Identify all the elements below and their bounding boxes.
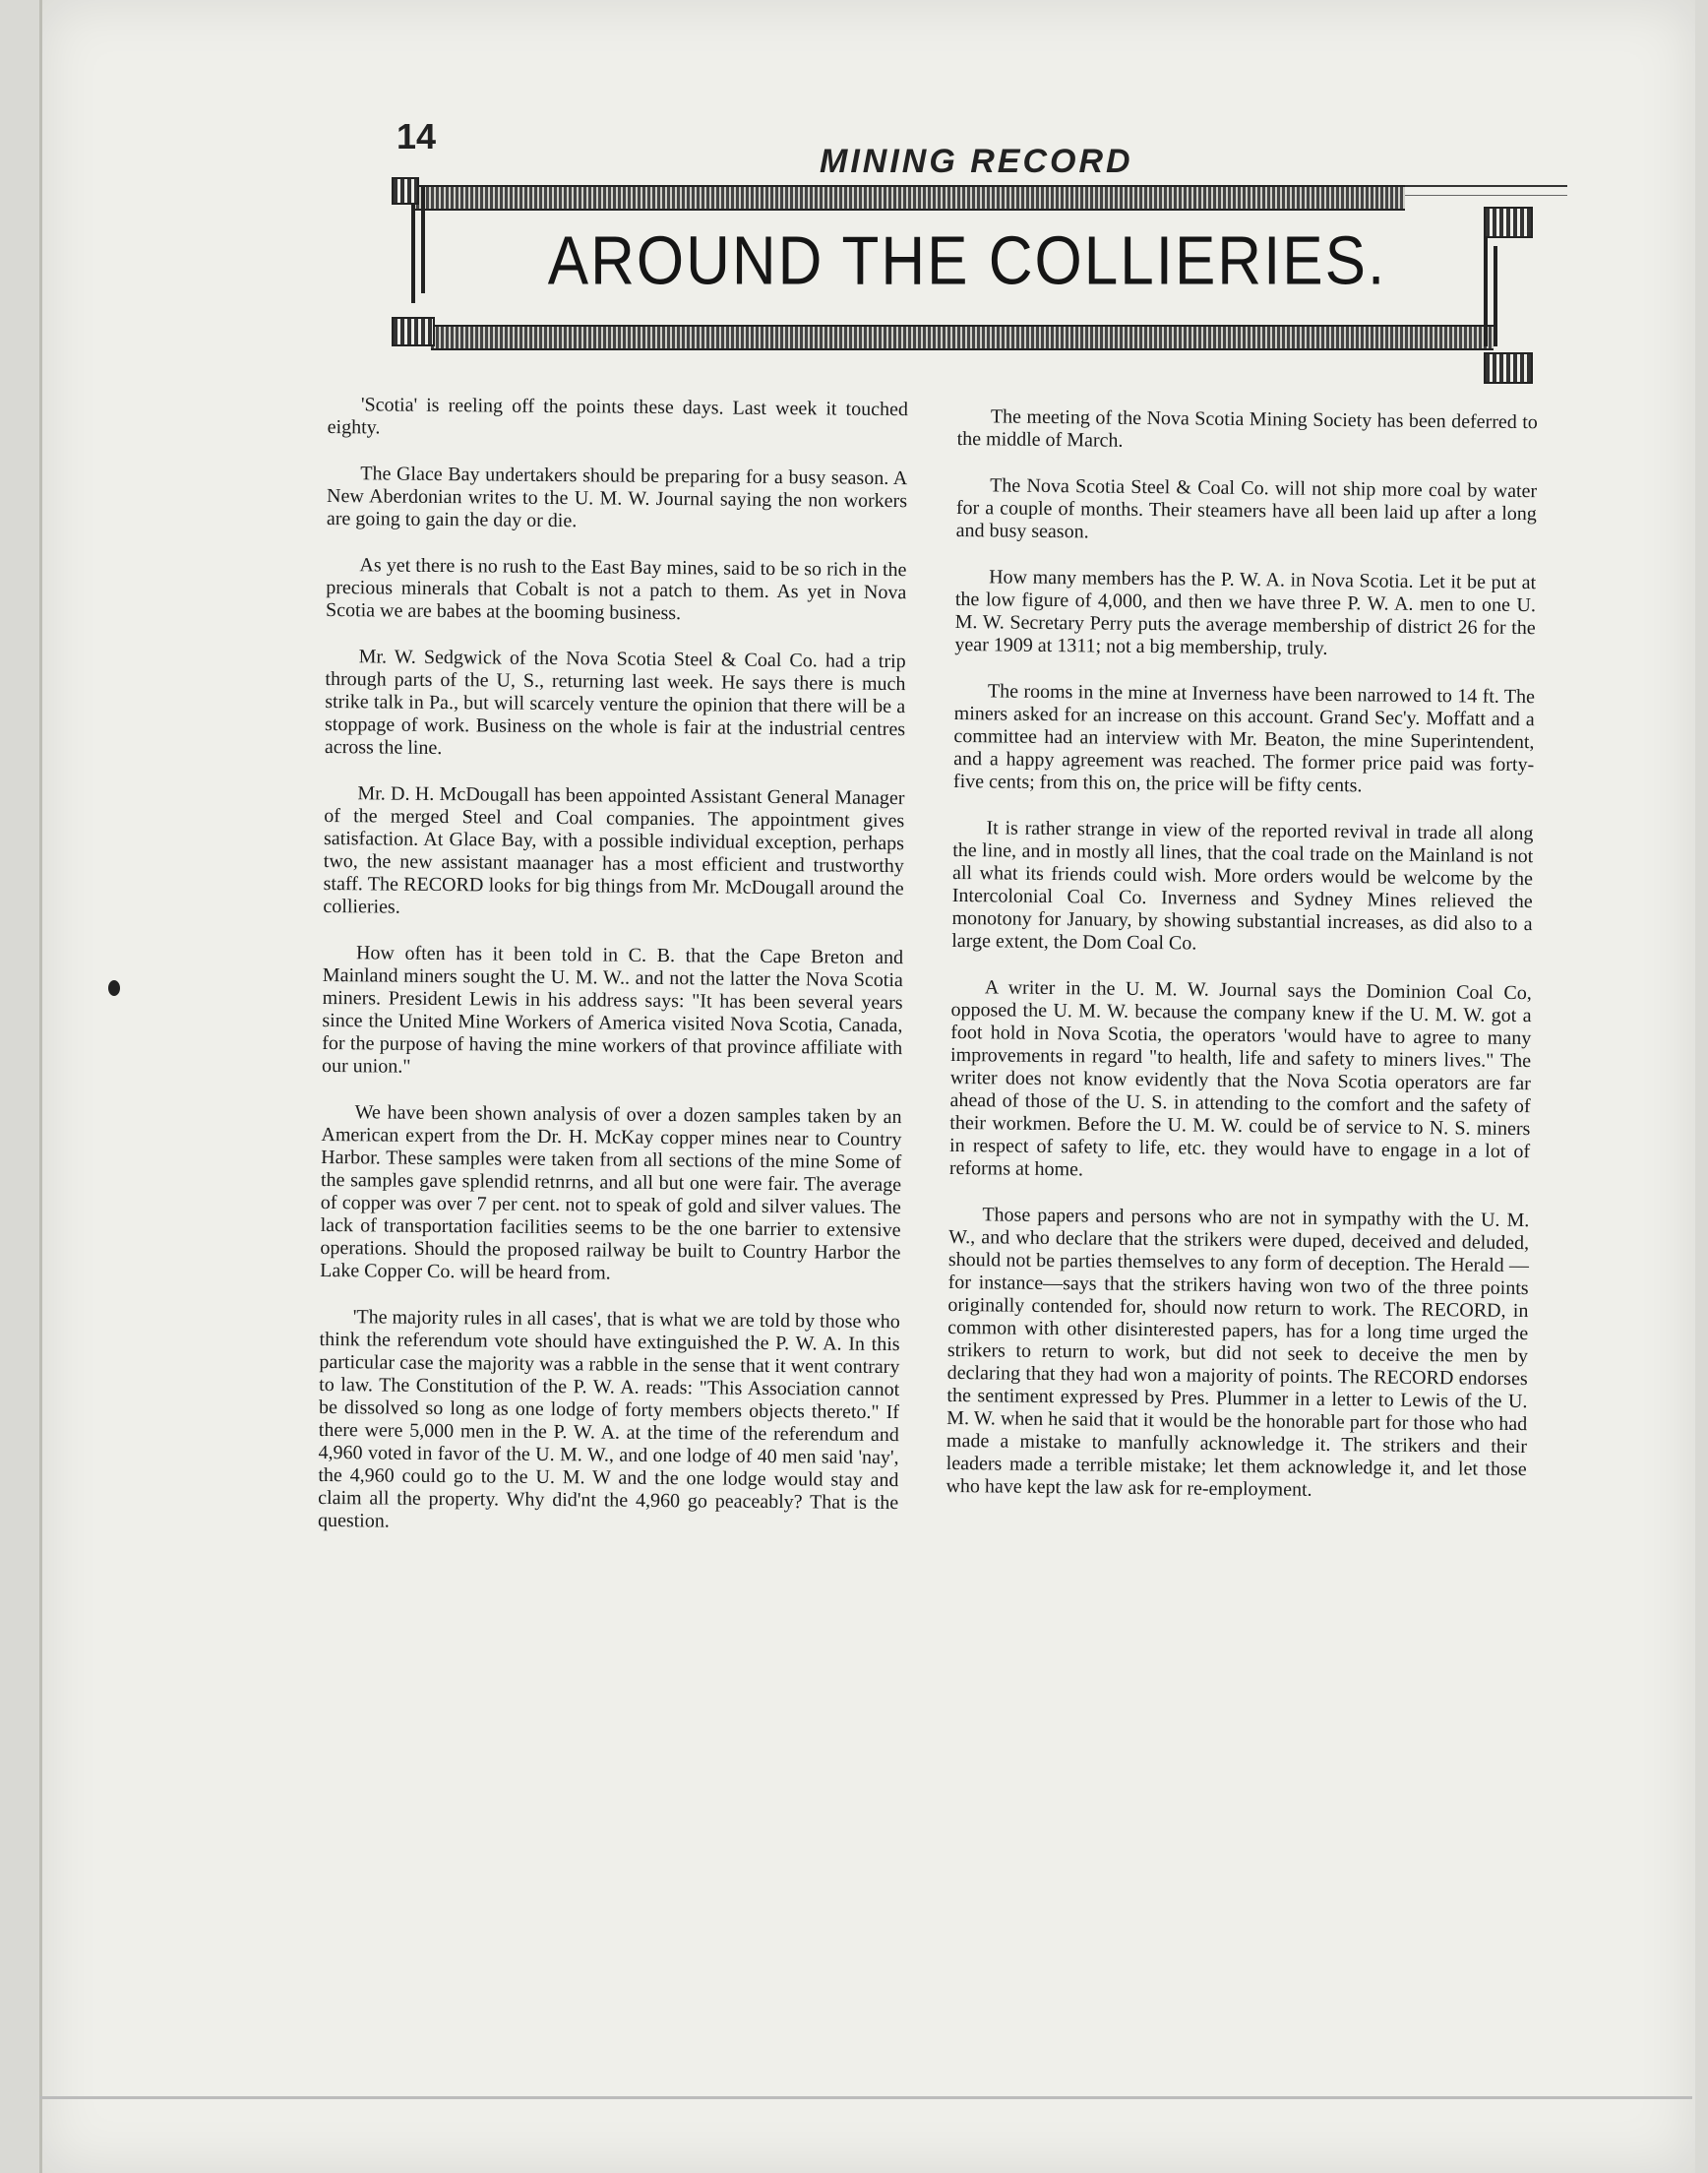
right-paragraph: The rooms in the mine at Inverness have been narrowed to 14 ft. The miners asked for an increase on this account. Grand Sec'y. Moffatt and a committee had an interview with Mr. Beaton, the mine Superintendent, and a happy agreement was reached. The former price paid was forty-five cents; from this on, the price will be fifty cents. <box>952 680 1536 797</box>
left-paragraph: The Glace Bay undertakers should be preparing for a busy season. A New Aberdonian writes to the U. M. W. Journal saying the non workers are going to gain the day or die. <box>326 463 908 532</box>
page-crease <box>39 2096 1692 2099</box>
right-paragraph: The Nova Scotia Steel & Coal Co. will not ship more coal by water for a couple of months. Their steamers have all been laid up after a long and busy season. <box>955 474 1538 543</box>
right-paragraph: A writer in the U. M. W. Journal says the Dominion Coal Co, opposed the U. M. W. because the company knew if the U. M. W. got a foot hold in Nova Scotia, the operators 'would have to agree to many improvements in regard "to health, life and safety to miners lives." The writer does not know evidently that the Nova Scotia operators are far ahead of those of the U. S. in attending to the comfort and the safety of their workmen. Before the U. M. W. could be of service to N. S. miners in respect of safety to life, etc. they would have to engage in a lot of reforms at home. <box>948 976 1532 1181</box>
left-column <box>318 394 908 1561</box>
left-paragraph: As yet there is no rush to the East Bay mines, said to be so rich in the precious minerals that Cobalt is not a patch to them. As yet in Nova Scotia we are babes at the booming business. <box>325 554 907 625</box>
right-column <box>946 405 1538 1527</box>
right-paragraph: It is rather strange in view of the reported revival in trade all along the line, and in mostly all lines, that the coal trade on the Mainland is not all what its friends could wish. More orders would be welcome by the Intercolonial Coal Co. Inverness and Sydney Mines relieved the monotony for January, by showing substantial increases, as did also to a large extent, the Dom Coal Co. <box>951 817 1534 955</box>
left-paragraph: How often has it been told in C. B. that the Cape Breton and Mainland miners sought the U. M. W.. and not the latter the Nova Scotia miners. President Lewis in his address says: "It has been several years since the United Mine Workers of America visited Nova Scotia, Canada, for the purpose of having the mine workers of that province affiliate with our union." <box>321 942 904 1078</box>
banner-top-bar <box>411 185 1405 211</box>
right-paragraph: The meeting of the Nova Scotia Mining Society has been deferred to the middle of March. <box>956 405 1538 452</box>
right-paragraph: Those papers and persons who are not in sympathy with the U. M. W., and who declare that the strikers were duped, deceived and deluded, should not be parties themselves to any form of deception. The Herald —for instance—says that the strikers having won two of the three points originally contended for, should now return to work. The RECORD, in common with other disinterested papers, has for a long time urged the strikers to return to work, but did not seek to deceive the men by declaring that they had won a majority of points. The RECORD endorses the sentiment expressed by Pres. Plummer in a letter to Lewis of the U. M. W. when he said that it would be the honorable part for those who had made a mistake to manfully acknowledge it. The strikers and their leaders made a terrible mistake; let them acknowledge it, and let those who have kept the law ask for re-employment. <box>946 1204 1530 1501</box>
banner-bottom-bar <box>431 325 1494 350</box>
magazine-page <box>39 0 1695 2173</box>
left-paragraph: 'The majority rules in all cases', that is what we are told by those who think the referendum vote should have extinguished the P. W. A. In this particular case the majority was a rabble in the sense that it went contrary to law. The Constitution of the P. W. A. reads: "This Association cannot be dissolved so long as one lodge of forty members objects thereto." If there were 5,000 men in the P. W. A. at the time of the referendum and 4,960 voted in favor of the U. M. W., and one lodge of 40 men said 'nay', the 4,960 could go to the U. M. W and the one lodge would stay and claim all the property. Why did'nt the 4,960 go peaceably? That is the question. <box>317 1306 900 1532</box>
running-head: MINING RECORD <box>820 143 1133 180</box>
banner-corner-bottom-left <box>392 317 435 346</box>
banner-corner-bottom-right <box>1484 352 1533 384</box>
left-paragraph: Mr. D. H. McDougall has been appointed Assistant General Manager of the merged Steel and Coal companies. The appointment gives satisfaction. At Glace Bay, with a possible individual exception, perhaps two, the new assistant maanager has a most efficient and trustworthy staff. The RECORD looks for big things from Mr. McDougall around the collieries. <box>323 782 905 918</box>
page-number: 14 <box>396 116 437 156</box>
title-banner <box>392 177 1543 394</box>
left-paragraph: We have been shown analysis of over a dozen samples taken by an American expert from the Dr. H. McKay copper mines near to Country Harbor. These samples were taken from all sections of the mine Some of the samples gave splendid retnrns, and all but one were fair. The average of copper was over 7 per cent. not to speak of gold and silver values. The lack of transportation facilities seems to be the one barrier to extensive operations. Should the proposed railway be built to Country Harbor the Lake Copper Co. will be heard from. <box>320 1101 902 1284</box>
left-paragraph: Mr. W. Sedgwick of the Nova Scotia Steel & Coal Co. had a trip through parts of the U, S., returning last week. He says there is much strike talk in Pa., but will scarcely venture the opinion that there will be a stoppage of work. Business on the whole is fair at the industrial centres across the line. <box>324 646 906 760</box>
banner-corner-top-left <box>392 177 419 205</box>
ink-dot <box>108 980 120 996</box>
article-title: AROUND THE COLLIERIES. <box>547 222 1387 300</box>
left-paragraph: 'Scotia' is reeling off the points these days. Last week it touched eighty. <box>327 394 908 439</box>
right-paragraph: How many members has the P. W. A. in Nova Scotia. Let it be put at the low figure of 4,000, and then we have three P. W. A. men to one U. M. W. Secretary Perry puts the average membership of district 26 for the year 1909 at 1311; not a big membership, truly. <box>954 566 1537 659</box>
